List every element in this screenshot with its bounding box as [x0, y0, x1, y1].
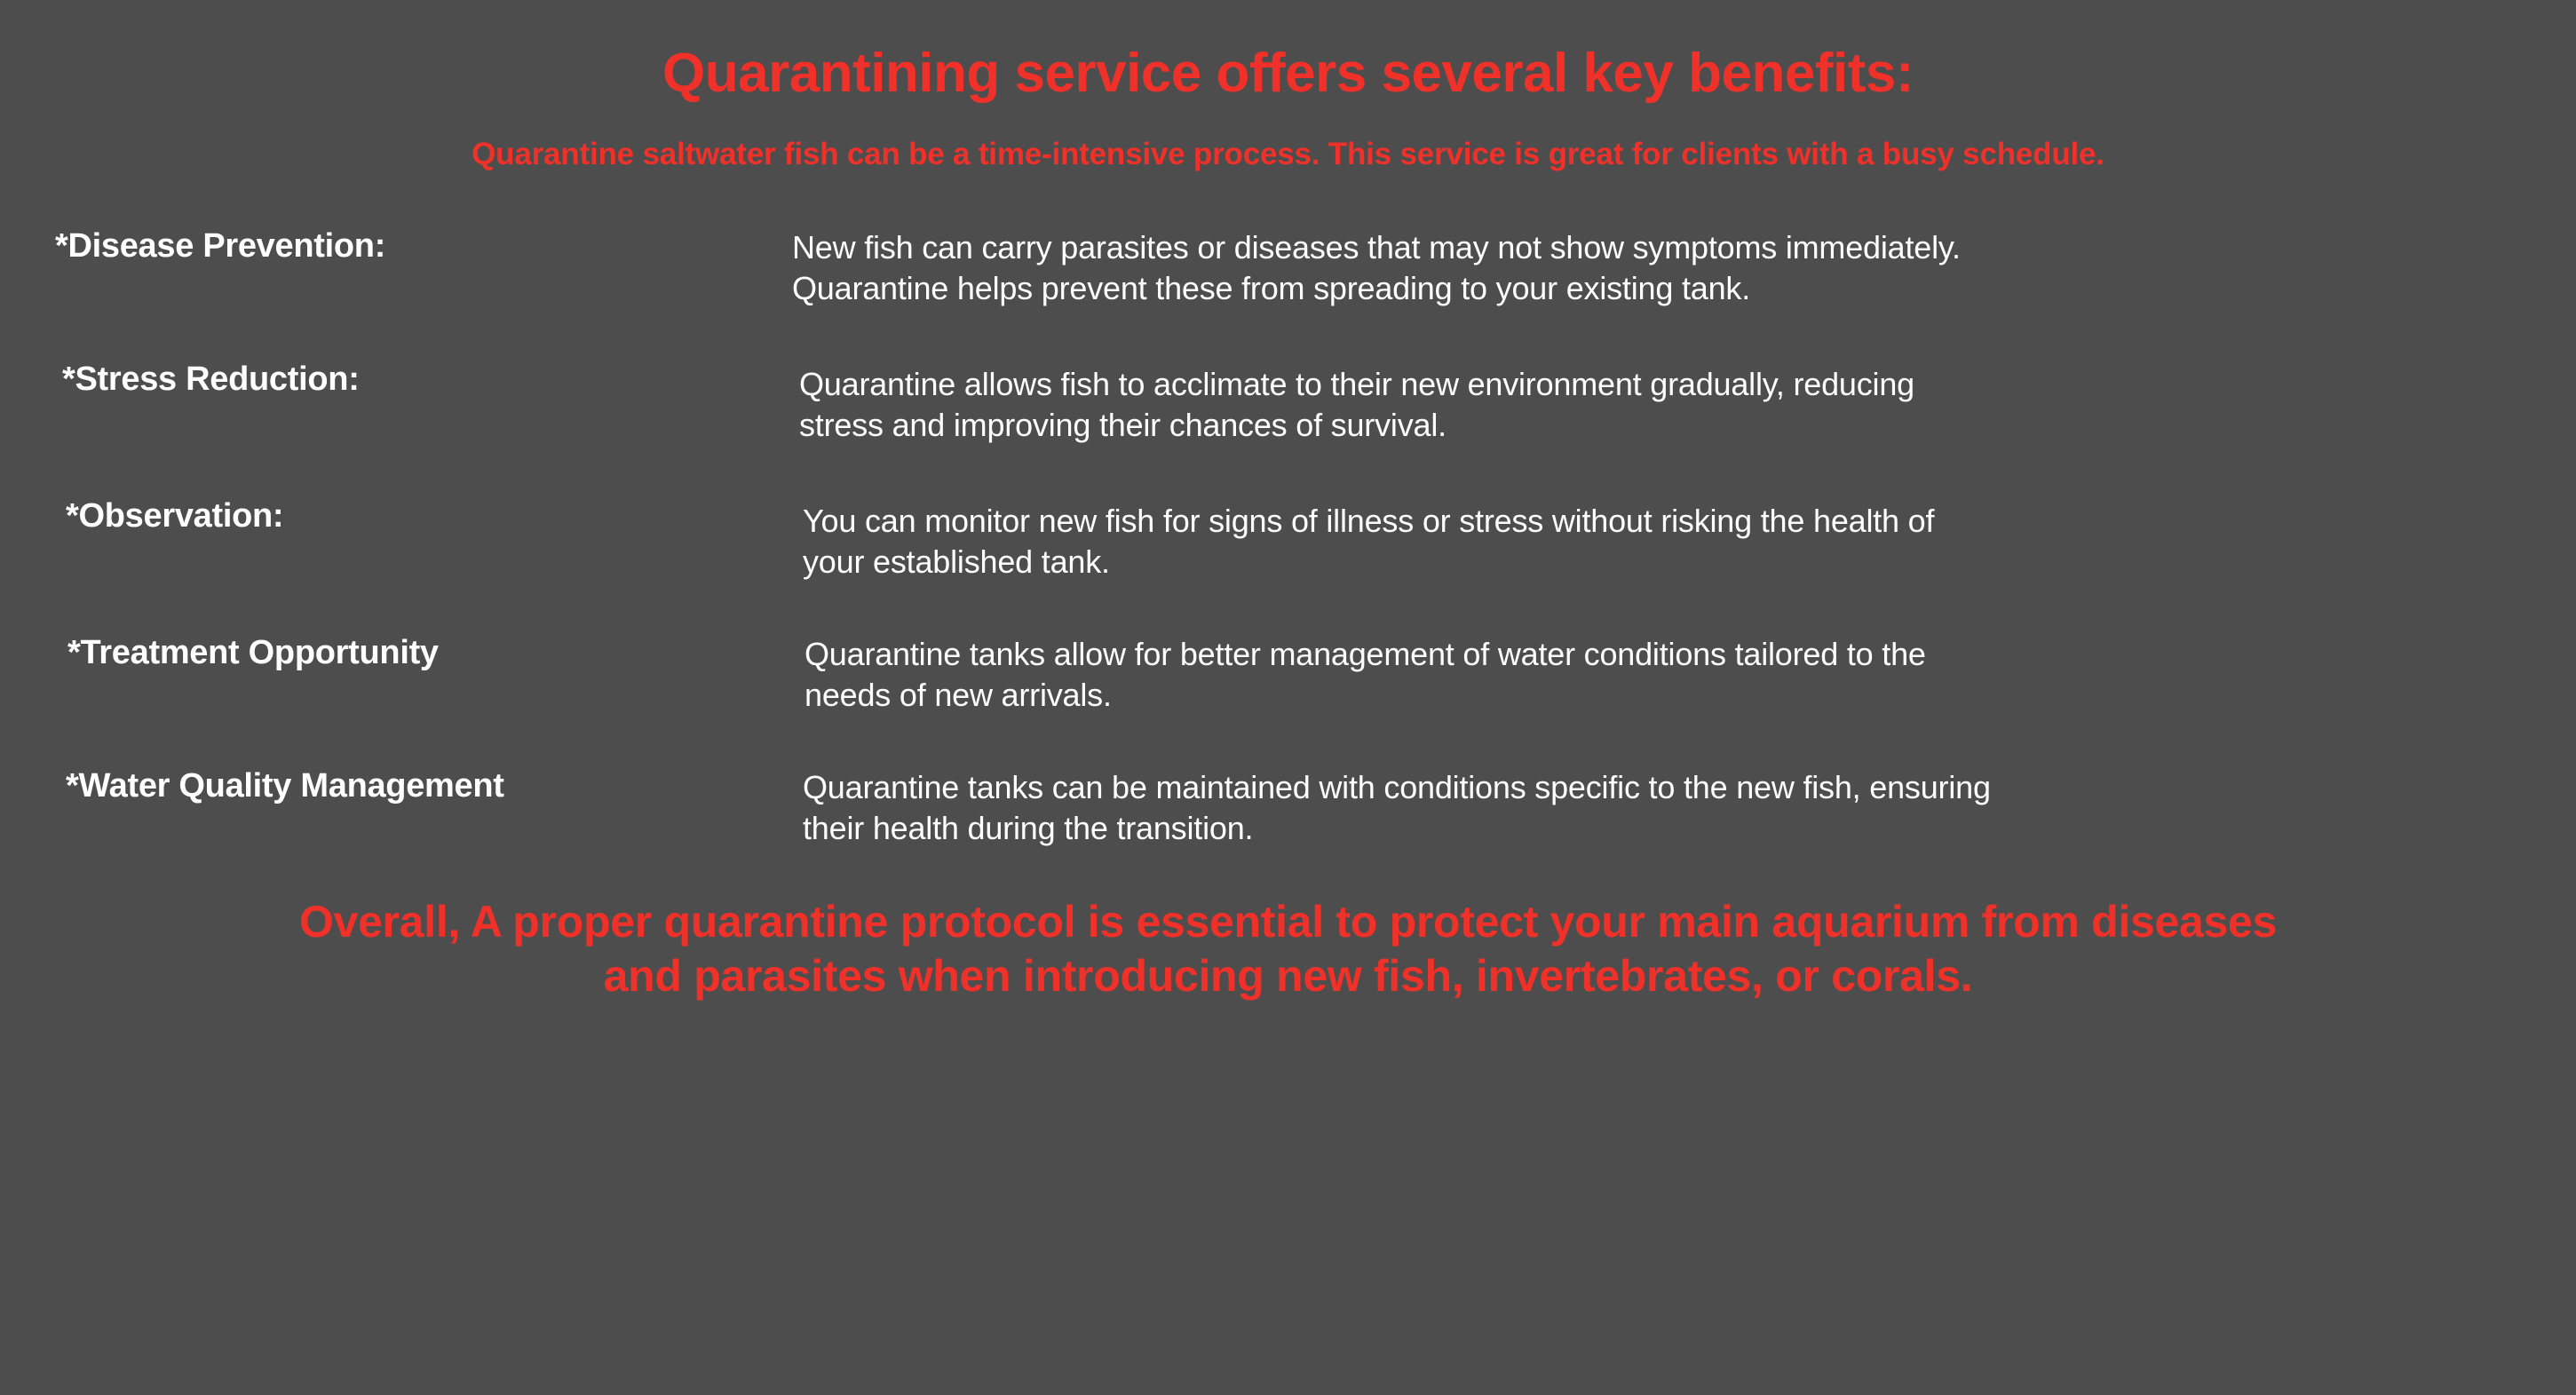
benefits-list: [0, 227, 2576, 850]
list-item: [55, 495, 2540, 583]
benefit-description: [805, 632, 1926, 716]
benefit-description: [799, 359, 1914, 446]
benefit-term: *Water Quality Management: [66, 767, 504, 805]
benefit-term: *Treatment Opportunity: [67, 634, 439, 672]
benefit-description-line: needs of new arrivals.: [805, 677, 1112, 714]
list-item: [55, 359, 2540, 446]
benefit-description-line: your established tank.: [803, 543, 1110, 580]
benefit-description-line: Quarantine allows fish to acclimate to their new environment gradually, reducing: [799, 365, 1914, 402]
benefit-term: *Stress Reduction:: [62, 360, 360, 398]
summary-line: Overall, A proper quarantine protocol is essential to protect your main aquarium from diseases: [298, 897, 2277, 947]
benefit-description: [792, 227, 1961, 309]
benefit-description-line: their health during the transition.: [803, 810, 1254, 847]
benefit-description-line: stress and improving their chances of survival.: [799, 406, 1447, 443]
list-item: [55, 632, 2540, 716]
benefit-description-line: You can monitor new fish for signs of illness or stress without risking the health of: [803, 502, 1935, 539]
page-title: Quarantining service offers several key benefits:: [662, 43, 1914, 104]
summary-line: and parasites when introducing new fish, invertebrates, or corals.: [603, 951, 1973, 1002]
benefit-description: [803, 495, 1934, 583]
summary-statement: [0, 895, 2576, 1003]
page-subtitle: Quarantine saltwater fish can be a time-intensive process. This service is great for clients with a busy schedule.: [472, 137, 2104, 172]
benefit-description-line: New fish can carry parasites or diseases that may not show symptoms immediately.: [792, 228, 1961, 266]
benefit-description-line: Quarantine tanks allow for better management of water conditions tailored to the: [805, 636, 1926, 673]
list-item: [55, 765, 2540, 849]
benefit-term: *Observation:: [66, 496, 284, 535]
list-item: [55, 227, 2540, 309]
benefit-description: [803, 765, 1991, 849]
benefit-description-line: Quarantine helps prevent these from spreading to your existing tank.: [792, 269, 1751, 306]
benefit-term: *Disease Prevention:: [55, 226, 386, 265]
benefit-description-line: Quarantine tanks can be maintained with conditions specific to the new fish, ensuring: [803, 769, 1991, 806]
